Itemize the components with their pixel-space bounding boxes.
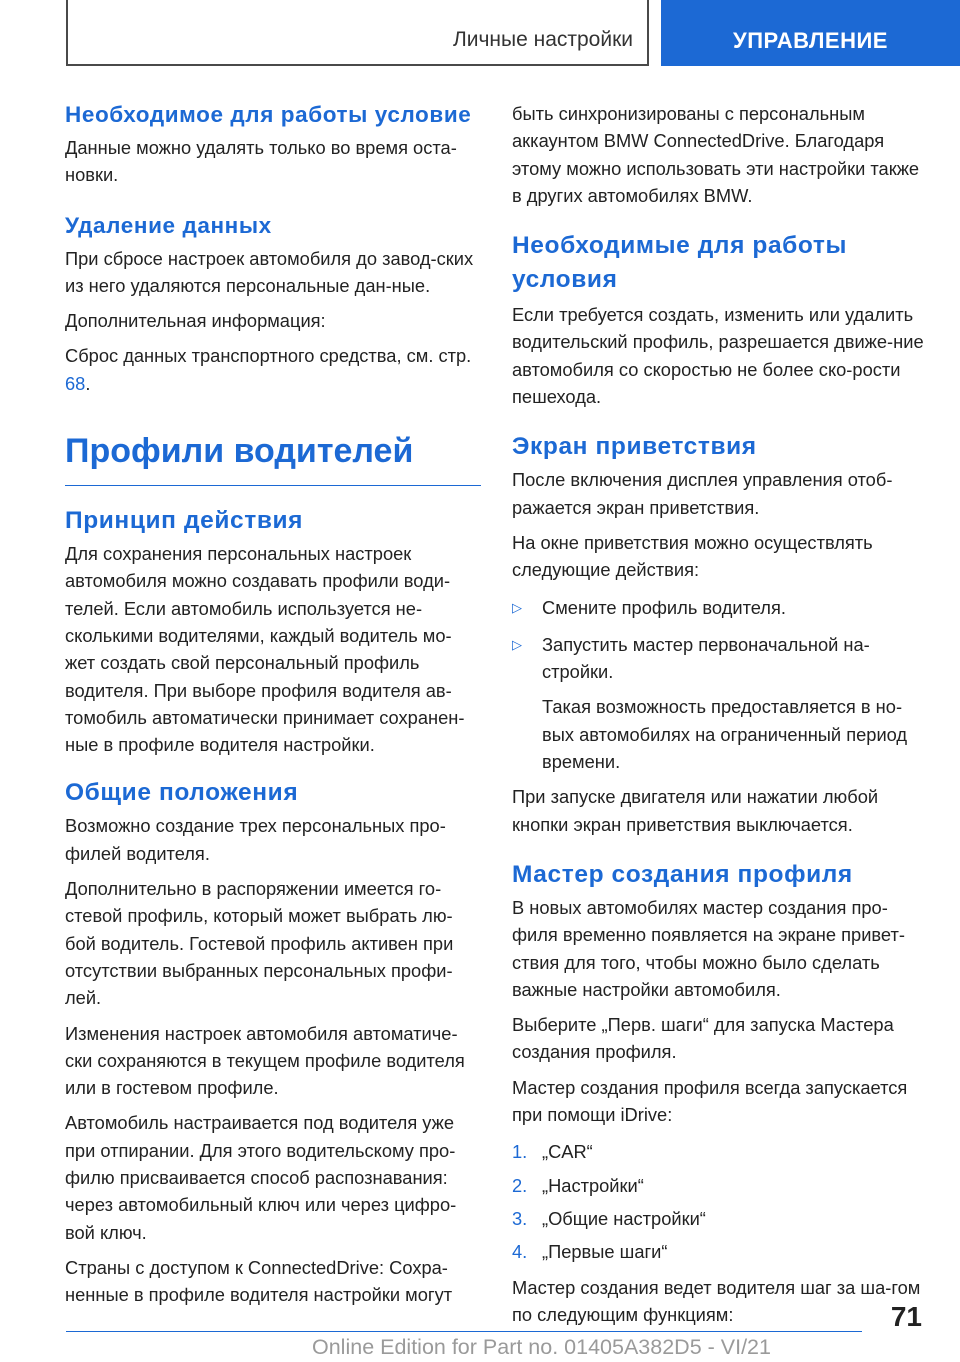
reset-text-block — [65, 342, 481, 397]
delete-text: При сбросе настроек автомобиля до завод-ских из него удаляются персональные дан-ные. — [65, 247, 474, 296]
welcome-item-2: Запустить мастер первоначальной на-стройки. — [542, 633, 870, 683]
reset-end: . — [85, 372, 91, 394]
page-number: 71 — [890, 1301, 922, 1332]
requirements-text: Если требуется создать, изменить или удалить водительский профиль, разрешается движе-ние автомобиля со скоростью не более ско-рости пешехода. — [512, 304, 924, 408]
wizard-paragraph-3: Мастер создания профиля всегда запускается при помощи iDrive: — [512, 1076, 908, 1126]
general-paragraph-2: Дополнительно в распоряжении имеется го-стевой профиль, который может выбрать лю-бой водитель. Гостевой профиль активен при отсутствии выбранных персональных профи-лей. — [65, 878, 454, 1009]
step-text: „Первые шаги“ — [542, 1241, 668, 1263]
general-heading: Общие положения — [65, 779, 299, 807]
list-item — [512, 594, 928, 621]
step-text: „Настройки“ — [542, 1174, 644, 1196]
right-column — [512, 100, 928, 1328]
principle-text: Для сохранения персональных настроек автомобиля можно создавать профили води-телей. Если автомобиль используется не-сколькими водителями, каждый водитель мо-жет создать свой персональный профиль водителя. При выборе профиля водителя ав-томобиль автоматически принимает сохранен-ные в профиле водителя настройки. — [65, 543, 465, 756]
general-paragraph-5: Страны с доступом к ConnectedDrive: Сохра-ненные в профиле водителя настройки могут — [65, 1256, 453, 1306]
welcome-paragraph-1: После включения дисплея управления отоб-ражается экран приветствия. — [512, 469, 893, 518]
profiles-title: Профили водителей — [65, 431, 481, 486]
left-column — [65, 100, 481, 1309]
step-text: „Общие настройки“ — [542, 1207, 706, 1229]
requirement-heading: Необходимое для работы условие — [65, 102, 472, 127]
header-subtitle-box — [66, 0, 649, 66]
welcome-note-block — [512, 693, 928, 775]
welcome-paragraph-3: При запуске двигателя или нажатии любой кнопки экран приветствия выключается. — [512, 786, 879, 835]
wizard-paragraph-4: Мастер создания ведет водителя шаг за ша-гом по следующим функциям: — [512, 1276, 921, 1325]
welcome-note: Такая возможность предоставляется в но-вых автомобилях на ограниченный период времени. — [542, 696, 908, 773]
sync-text: быть синхронизированы с персональным аккаунтом BMW ConnectedDrive. Благодаря этому можно использовать эти настройки также в других автомобилях BMW. — [512, 103, 920, 206]
general-paragraph-1: Возможно создание трех персональных про-филей водителя. — [65, 815, 446, 864]
reset-page-link[interactable]: 68 — [65, 372, 86, 394]
step-item — [512, 1138, 928, 1165]
welcome-item-1: Смените профиль водителя. — [542, 596, 786, 618]
page-header — [0, 0, 960, 68]
footer-divider — [66, 1331, 862, 1332]
wizard-heading: Мастер создания профиля — [512, 860, 853, 888]
welcome-heading: Экран приветствия — [512, 433, 757, 461]
general-paragraph-4: Автомобиль настраивается под водителя уже при отпирании. Для этого водительскому про-филю присваивается способ распознавания: через автомобильный ключ или через цифро-вой ключ. — [65, 1112, 457, 1243]
requirements-heading: Необходимые для работы условия — [512, 232, 847, 294]
general-paragraph-3: Изменения настроек автомобиля автоматиче-ски сохраняются в текущем профиле водителя или в гостевом профиле. — [65, 1022, 465, 1099]
header-subtitle: Личные настройки — [452, 28, 633, 51]
delete-heading: Удаление данных — [65, 212, 272, 238]
principle-heading: Принцип действия — [65, 507, 304, 535]
edition-footer: Online Edition for Part no. 01405A382D5 - VI/21 — [312, 1335, 771, 1359]
step-number: 4. — [512, 1241, 528, 1263]
step-text: „CAR“ — [542, 1141, 593, 1163]
wizard-paragraph-2: Выберите „Перв. шаги“ для запуска Мастера создания профиля. — [512, 1014, 894, 1063]
wizard-paragraph-1: В новых автомобилях мастер создания про-филя временно появляется на экране привет-ствия для того, чтобы можно было сделать важные настройки автомобиля. — [512, 896, 905, 1000]
reset-text: Сброс данных транспортного средства, см. стр. — [65, 345, 472, 367]
requirement-text: Данные можно удалять только во время оста-новки. — [65, 137, 457, 186]
step-item — [512, 1238, 928, 1265]
step-number: 3. — [512, 1207, 528, 1229]
step-number: 1. — [512, 1141, 528, 1163]
triangle-bullet-icon: ▷ — [512, 636, 522, 652]
step-item — [512, 1172, 928, 1199]
info-label: Дополнительная информация: — [65, 310, 326, 332]
step-number: 2. — [512, 1174, 528, 1196]
list-item — [512, 631, 928, 686]
step-item — [512, 1205, 928, 1232]
welcome-paragraph-2: На окне приветствия можно осуществлять следующие действия: — [512, 531, 873, 581]
triangle-bullet-icon: ▷ — [512, 599, 522, 615]
header-section-label: УПРАВЛЕНИЕ — [733, 28, 888, 53]
header-section-tab — [661, 0, 960, 66]
